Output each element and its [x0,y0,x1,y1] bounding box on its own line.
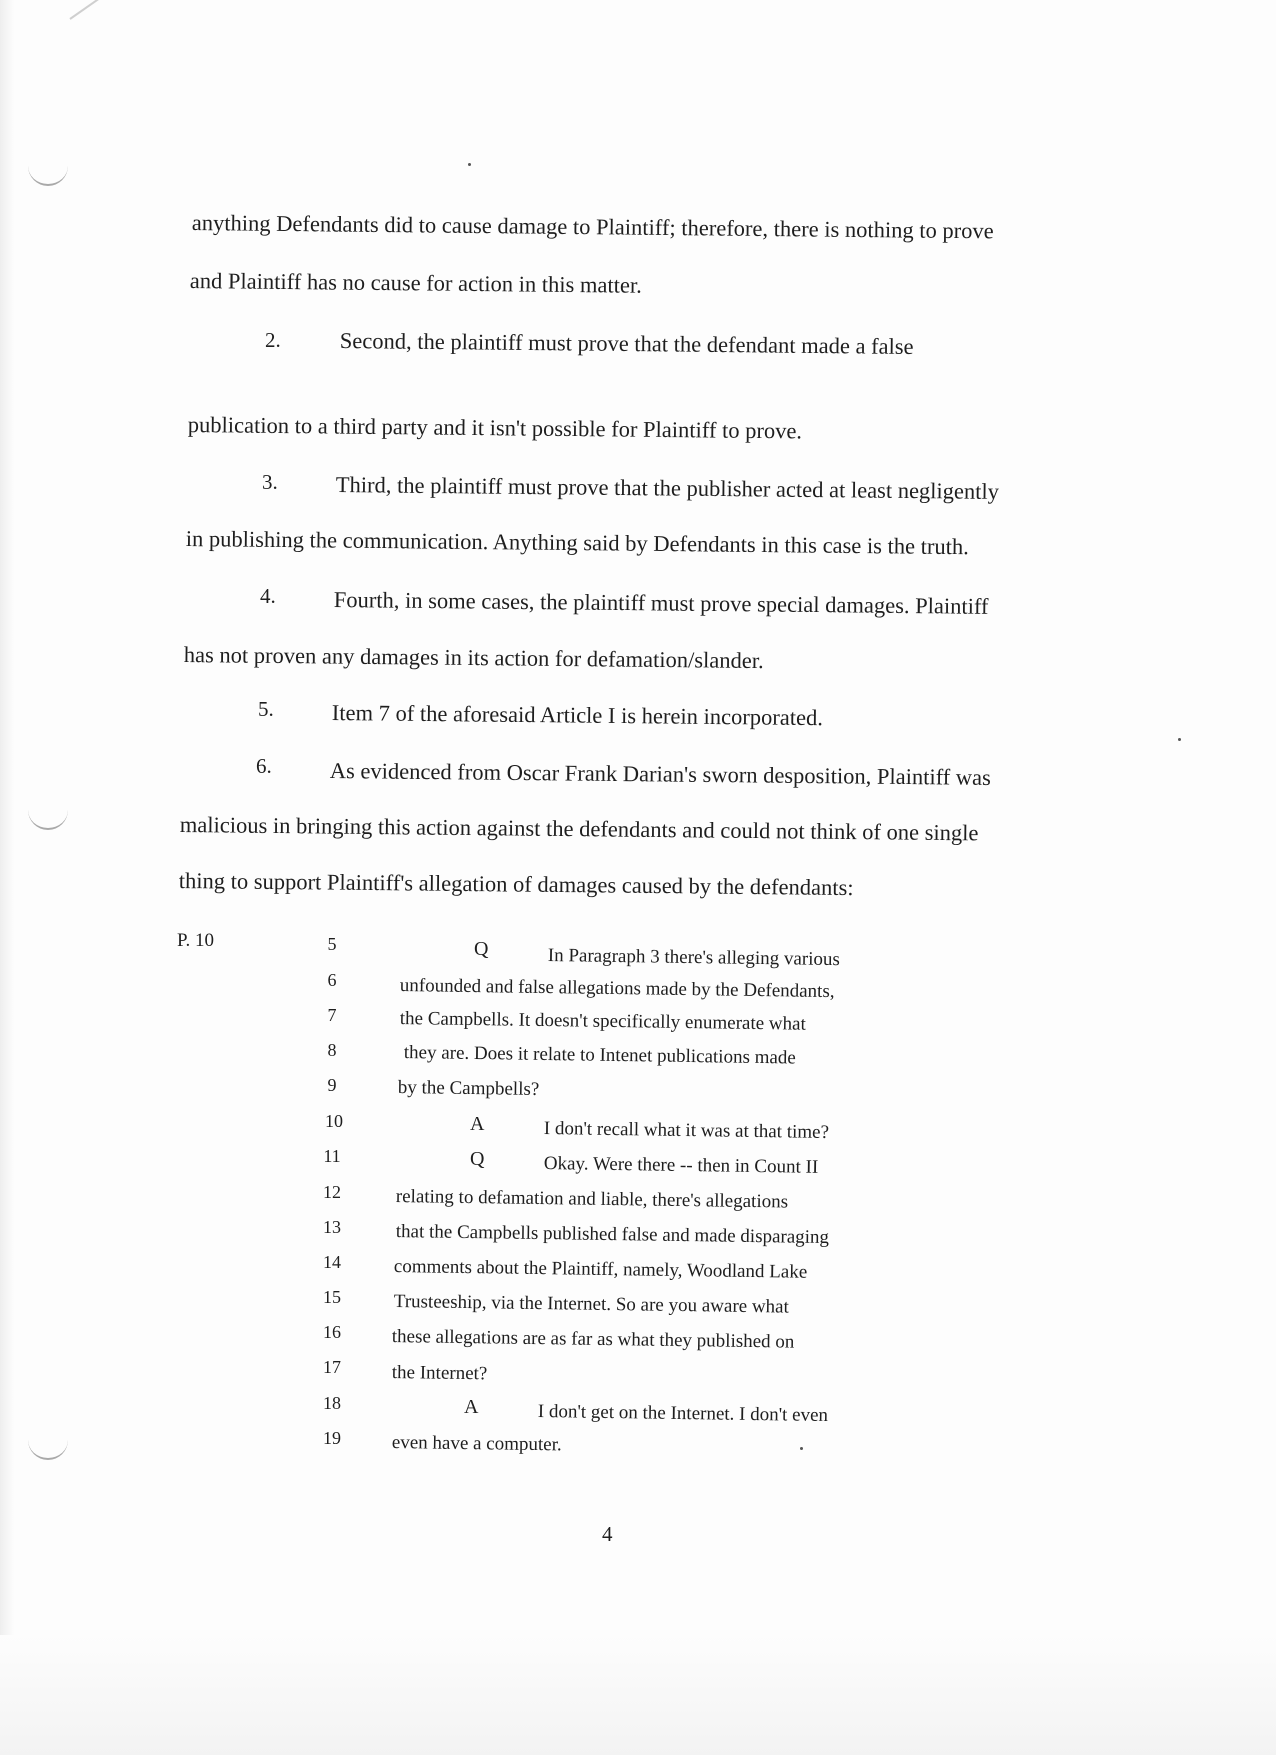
transcript-line-number: 18 [323,1393,341,1413]
body-line: anything Defendants did to cause damage to Plaintiff; therefore, there is nothing to prove [191,210,994,244]
transcript-line-text: by the Campbells? [397,1077,540,1100]
transcript-line-number: 15 [323,1287,341,1307]
paragraph-line: Third, the plaintiff must prove that the publisher acted at least negligently [335,472,1000,504]
punch-hole-middle [28,806,68,830]
transcript-marker: A [464,1396,479,1418]
paragraph-number: 2. [265,328,281,352]
scan-speck [468,163,471,166]
paragraph-line: As evidenced from Oscar Frank Darian's sworn desposition, Plaintiff was [329,758,991,790]
paragraph-number: 4. [260,584,276,608]
transcript-line-number: 17 [323,1357,341,1377]
paragraph-number: 5. [258,697,274,721]
transcript-line-number: 8 [327,1040,337,1060]
paragraph-number: 3. [262,470,278,494]
transcript-line-number: 19 [323,1428,341,1448]
transcript-line-text: Trusteeship, via the Internet. So are you aware what [393,1291,789,1318]
transcript-line-number: 16 [323,1322,341,1342]
transcript-line-number: 7 [327,1005,337,1025]
transcript-line-text: the Internet? [391,1362,488,1385]
body-line: malicious in bringing this action against the defendants and could not think of one single [179,812,979,846]
transcript-line-text: I don't get on the Internet. I don't even [537,1401,829,1427]
body-line: in publishing the communication. Anything said by Defendants in this case is the truth. [185,526,969,560]
transcript-line-text: even have a computer. [391,1432,562,1456]
body-line: has not proven any damages in its action for defamation/slander. [183,642,764,674]
transcript-line-text: these allegations are as far as what they published on [391,1326,795,1353]
transcript-marker: Q [470,1148,485,1170]
transcript-line-number: 10 [325,1111,343,1131]
transcript-line-text: that the Campbells published false and made disparaging [395,1221,830,1249]
transcript-line-number: 6 [327,970,337,990]
paragraph-line: Second, the plaintiff must prove that the defendant made a false [339,328,914,360]
transcript-line-text: comments about the Plaintiff, namely, Woodland Lake [393,1256,808,1283]
transcript-line-number: 13 [323,1217,341,1237]
transcript-marker: A [470,1113,485,1135]
scan-speck [1178,738,1181,741]
transcript-line-text: relating to defamation and liable, there's allegations [395,1186,789,1213]
transcript-line-number: 12 [323,1182,341,1202]
transcript-marker: Q [474,938,489,960]
paragraph-line: Fourth, in some cases, the plaintiff must prove special damages. Plaintiff [333,587,989,619]
body-line: and Plaintiff has no cause for action in this matter. [189,268,642,298]
scan-shadow-bottom [0,1635,1276,1755]
paragraph-number: 6. [256,754,272,778]
transcript-line-number: 14 [323,1252,341,1272]
transcript-line-text: unfounded and false allegations made by the Defendants, [399,975,835,1003]
transcript-line-text: Okay. Were there -- then in Count II [543,1153,819,1178]
transcript-line-number: 11 [323,1146,341,1166]
transcript-line-number: 9 [327,1075,337,1095]
page-number: 4 [602,1522,613,1546]
transcript-line-number: 5 [327,934,337,954]
transcript-line-text: I don't recall what it was at that time? [543,1118,830,1143]
transcript-page-ref: P. 10 [177,930,214,951]
scan-speck [800,1447,803,1450]
body-line: thing to support Plaintiff's allegation of damages caused by the defendants: [178,868,854,901]
scan-artifact-mark [69,0,119,20]
body-line: publication to a third party and it isn't possible for Plaintiff to prove. [187,412,803,444]
transcript-line-text: they are. Does it relate to Intenet publications made [403,1042,796,1069]
paragraph-line: Item 7 of the aforesaid Article I is herein incorporated. [331,700,824,731]
transcript-line-text: In Paragraph 3 there's alleging various [547,945,841,971]
punch-hole-top [28,162,68,186]
transcript-line-text: the Campbells. It doesn't specifically enumerate what [399,1008,806,1035]
scan-shadow-left [0,0,14,1755]
punch-hole-bottom [28,1436,68,1460]
